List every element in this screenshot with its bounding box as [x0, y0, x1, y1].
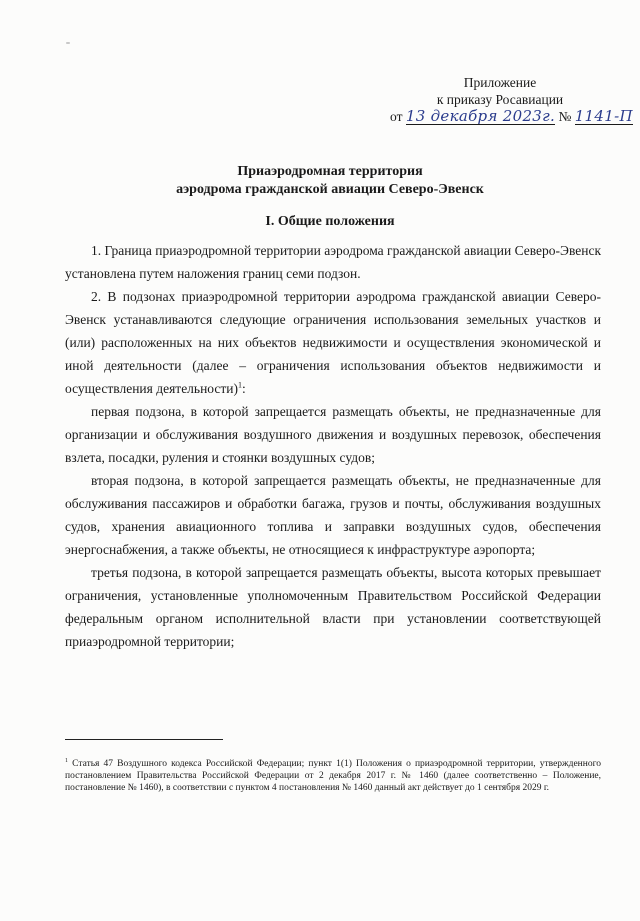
- document-title-line2: аэродрома гражданской авиации Северо-Эвенск: [176, 182, 484, 197]
- paragraph-2: [65, 285, 601, 400]
- appendix-date-row: [390, 107, 633, 125]
- number-label: №: [558, 109, 572, 124]
- footnote: [65, 758, 601, 794]
- from-label: от: [390, 109, 403, 124]
- paragraph-2-end: :: [242, 381, 246, 396]
- paragraph-1: 1. Граница приаэродромной территории аэродрома гражданской авиации Северо-Эвенск установлена путем наложения границ семи подзон.: [65, 243, 602, 281]
- paragraph-4: вторая подзона, в которой запрещается размещать объекты, не предназначенные для обслуживания пассажиров и обработки багажа, грузов и почты, обслуживания воздушных судов, хранения авиационного топлива и заправки воздушных судов, обеспечения энергоснабжения, а также объекты, не относящиеся к инфраструктуре аэропорта;: [65, 473, 601, 557]
- paragraph-3: первая подзона, в которой запрещается размещать объекты, не предназначенные для организации и обслуживания воздушного движения и воздушных перевозок, обеспечения взлета, посадки, руления и стоянки воздушных судов;: [65, 404, 601, 465]
- paragraph-2-text: 2. В подзонах приаэродромной территории аэродрома гражданской авиации Северо-Эвенск устанавливаются следующие ограничения использования земельных участков и (или) расположенных на них объектов недвижимости и осуществления экономической и иной деятельности (далее – ограничения использования объектов недвижимости и осуществления деятельности): [65, 289, 601, 396]
- appendix-header: [390, 74, 633, 125]
- footnote-separator: [65, 739, 223, 740]
- document-title-line1: Приаэродромная территория: [237, 164, 423, 179]
- document-body: [65, 239, 601, 653]
- section-heading: I. Общие положения: [265, 214, 395, 229]
- number-field: [575, 109, 633, 125]
- footnote-marker: 1: [65, 757, 68, 764]
- scan-speck: [66, 42, 70, 44]
- appendix-line1: Приложение: [463, 75, 537, 90]
- footnote-ref: 1: [238, 380, 243, 390]
- footnote-text: Статья 47 Воздушного кодекса Российской Федерации; пункт 1(1) Положения о приаэродромной территории, утвержденного постановлением Правительства Российской Федерации от 2 декабря 2017 г. № 1460 (далее соответственно – Положение, постановление № 1460), в соответствии с пунктом 4 постановления № 1460 данный акт действует до 1 сентября 2029 г.: [65, 759, 601, 793]
- handwritten-date: 13 декабря 2023г.: [405, 107, 556, 125]
- paragraph-5: третья подзона, в которой запрещается размещать объекты, высота которых превышает ограничения, установленные уполномоченным Правительством Российской Федерации федеральным органом исполнительной власти при установлении соответствующей приаэродромной территории;: [65, 565, 601, 649]
- appendix-line2: к приказу Росавиации: [436, 92, 564, 107]
- date-field: [406, 109, 555, 125]
- handwritten-number: 1141-П: [574, 107, 633, 125]
